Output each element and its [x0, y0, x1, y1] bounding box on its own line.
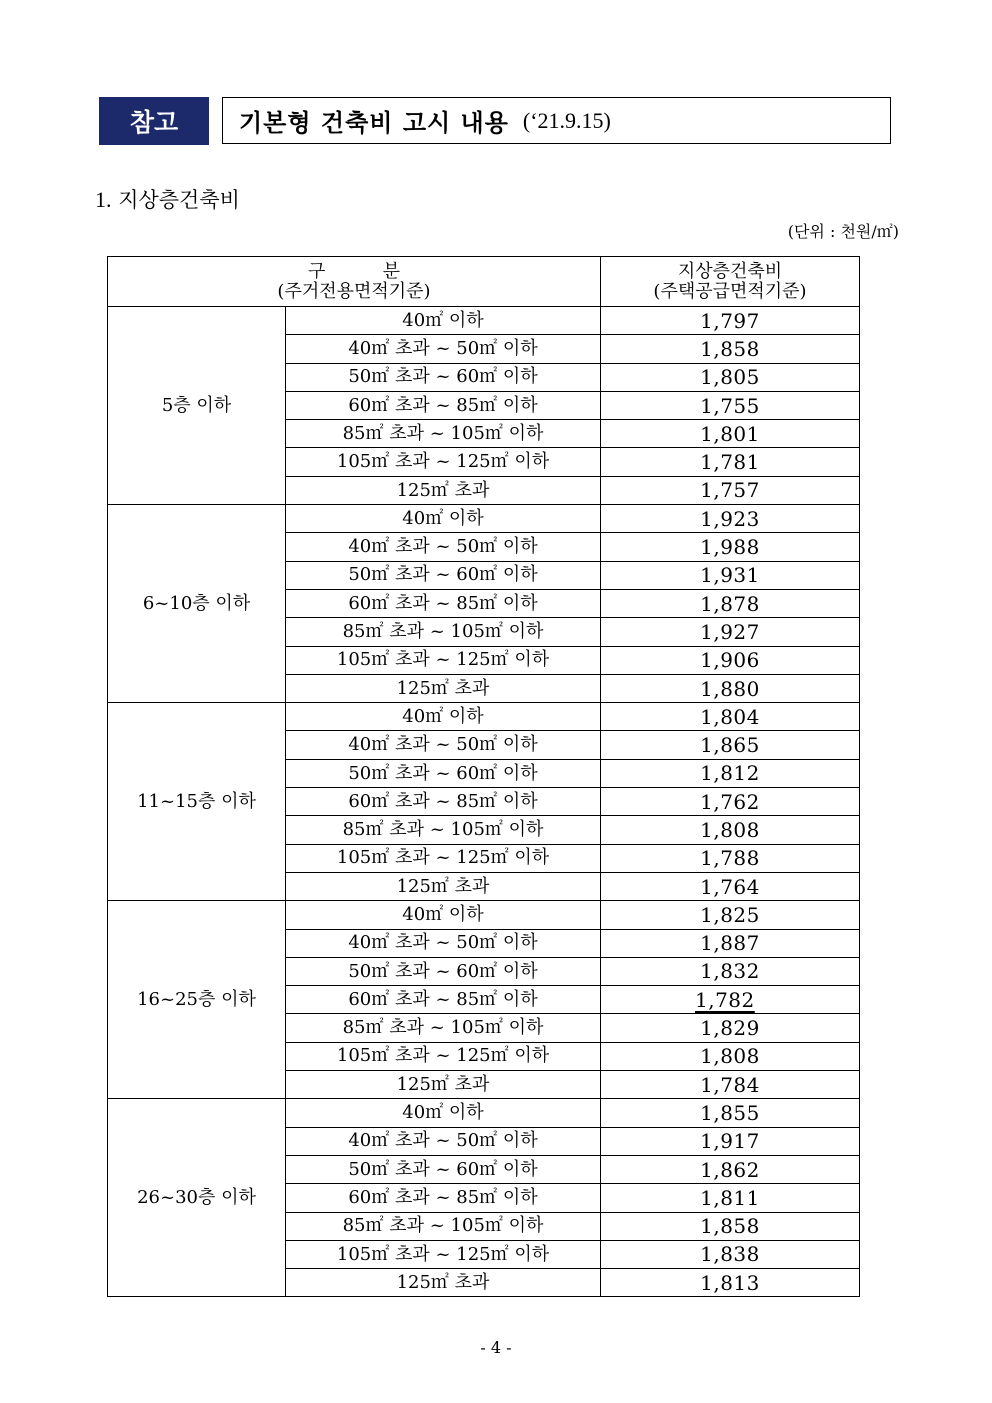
- cost-value-cell: [601, 1269, 860, 1297]
- cost-value-cell: [601, 307, 860, 335]
- area-range-cell: 125㎡ 초과: [286, 1269, 601, 1297]
- table-row: [108, 703, 860, 731]
- area-range-cell: 60㎡ 초과 ~ 85㎡ 이하: [286, 391, 601, 419]
- area-range-cell: 105㎡ 초과 ~ 125㎡ 이하: [286, 1042, 601, 1070]
- floor-group-label: 11~15층 이하: [108, 703, 286, 901]
- cost-value: 1,788: [700, 846, 760, 871]
- floor-group-label: 5층 이하: [108, 307, 286, 505]
- title-date: (‘21.9.15): [522, 107, 611, 133]
- cost-value: 1,878: [700, 591, 760, 616]
- reference-tag-label: 참고: [129, 108, 179, 137]
- cost-value: 1,838: [700, 1242, 760, 1267]
- area-range-cell: 60㎡ 초과 ~ 85㎡ 이하: [286, 1184, 601, 1212]
- area-range-cell: 40㎡ 초과 ~ 50㎡ 이하: [286, 731, 601, 759]
- cost-value: 1,808: [700, 1044, 760, 1069]
- cost-value-cell: [601, 1212, 860, 1240]
- cost-value-cell: [601, 1127, 860, 1155]
- cost-value-cell: [601, 957, 860, 985]
- area-range-cell: 85㎡ 초과 ~ 105㎡ 이하: [286, 420, 601, 448]
- area-range-cell: 105㎡ 초과 ~ 125㎡ 이하: [286, 448, 601, 476]
- cost-value-cell: [601, 872, 860, 900]
- area-range-cell: 40㎡ 초과 ~ 50㎡ 이하: [286, 1127, 601, 1155]
- area-range-cell: 85㎡ 초과 ~ 105㎡ 이하: [286, 1014, 601, 1042]
- table-row: [108, 307, 860, 335]
- cost-value: 1,757: [700, 478, 760, 503]
- area-range-cell: 125㎡ 초과: [286, 476, 601, 504]
- header-cost-basis: (주택공급면적기준): [653, 280, 807, 302]
- cost-value-cell: [601, 391, 860, 419]
- area-range-cell: 125㎡ 초과: [286, 872, 601, 900]
- cost-value-cell: [601, 505, 860, 533]
- cost-value: 1,808: [700, 817, 760, 842]
- cost-value-cell: [601, 1099, 860, 1127]
- cost-value-cell: [601, 335, 860, 363]
- cost-value-cell: [601, 731, 860, 759]
- cost-value-cell: [601, 759, 860, 787]
- unit-note: (단위 : 천원/㎡): [787, 222, 899, 241]
- area-range-cell: 40㎡ 초과 ~ 50㎡ 이하: [286, 929, 601, 957]
- cost-value: 1,931: [700, 563, 760, 588]
- title-box: [222, 97, 891, 144]
- cost-value-cell: [601, 844, 860, 872]
- cost-value: 1,887: [700, 931, 760, 956]
- cost-value-cell: [601, 363, 860, 391]
- cost-value: 1,917: [700, 1129, 760, 1154]
- cost-value: 1,880: [700, 676, 760, 701]
- section-title: 지상층건축비: [118, 188, 240, 212]
- area-range-cell: 60㎡ 초과 ~ 85㎡ 이하: [286, 589, 601, 617]
- area-range-cell: 85㎡ 초과 ~ 105㎡ 이하: [286, 1212, 601, 1240]
- floor-group-label: 16~25층 이하: [108, 901, 286, 1099]
- cost-value: 1,906: [700, 648, 760, 673]
- cost-value: 1,797: [700, 308, 760, 333]
- area-range-cell: 40㎡ 이하: [286, 505, 601, 533]
- cost-value-cell: [601, 589, 860, 617]
- cost-value-cell: [601, 618, 860, 646]
- cost-value: 1,812: [700, 761, 760, 786]
- table-row: [108, 505, 860, 533]
- area-range-cell: 85㎡ 초과 ~ 105㎡ 이하: [286, 816, 601, 844]
- cost-value: 1,755: [700, 393, 760, 418]
- cost-value-cell: [601, 703, 860, 731]
- header-category-basis: (주거전용면적기준): [277, 280, 431, 302]
- cost-value-cell: [601, 1240, 860, 1268]
- area-range-cell: 105㎡ 초과 ~ 125㎡ 이하: [286, 1240, 601, 1268]
- cost-value: 1,927: [700, 619, 760, 644]
- header-category-title: 구 분: [308, 260, 400, 282]
- page-number: - 4 -: [480, 1338, 512, 1357]
- section-number: 1.: [95, 187, 112, 212]
- cost-value-cell: [601, 1014, 860, 1042]
- table-row: [108, 901, 860, 929]
- area-range-cell: 40㎡ 이하: [286, 901, 601, 929]
- cost-value-cell: [601, 788, 860, 816]
- area-range-cell: 50㎡ 초과 ~ 60㎡ 이하: [286, 957, 601, 985]
- floor-group-label: 6~10층 이하: [108, 505, 286, 703]
- table-body: [108, 307, 860, 1297]
- construction-cost-table: [107, 256, 860, 1297]
- area-range-cell: 40㎡ 이하: [286, 703, 601, 731]
- cost-value-cell: [601, 901, 860, 929]
- cost-value: 1,804: [700, 704, 760, 729]
- area-range-cell: 60㎡ 초과 ~ 85㎡ 이하: [286, 788, 601, 816]
- cost-value-cell: [601, 816, 860, 844]
- area-range-cell: 50㎡ 초과 ~ 60㎡ 이하: [286, 759, 601, 787]
- cost-value: 1,784: [700, 1072, 760, 1097]
- cost-value: 1,865: [700, 733, 760, 758]
- cost-value: 1,829: [700, 1016, 760, 1041]
- cost-value: 1,805: [700, 365, 760, 390]
- area-range-cell: 60㎡ 초과 ~ 85㎡ 이하: [286, 986, 601, 1014]
- cost-value-cell: [601, 420, 860, 448]
- header-cost-title: 지상층건축비: [677, 260, 783, 282]
- area-range-cell: 125㎡ 초과: [286, 674, 601, 702]
- cost-value: 1,764: [700, 874, 760, 899]
- cost-value: 1,858: [700, 1214, 760, 1239]
- cost-value: 1,858: [700, 336, 760, 361]
- page-title: 기본형 건축비 고시 내용: [239, 109, 509, 137]
- area-range-cell: 40㎡ 이하: [286, 1099, 601, 1127]
- cost-value-cell: [601, 646, 860, 674]
- cost-value-cell: [601, 476, 860, 504]
- area-range-cell: 85㎡ 초과 ~ 105㎡ 이하: [286, 618, 601, 646]
- area-range-cell: 105㎡ 초과 ~ 125㎡ 이하: [286, 844, 601, 872]
- area-range-cell: 40㎡ 초과 ~ 50㎡ 이하: [286, 533, 601, 561]
- cost-value: 1,782: [695, 987, 755, 1012]
- area-range-cell: 50㎡ 초과 ~ 60㎡ 이하: [286, 363, 601, 391]
- cost-value-cell: [601, 561, 860, 589]
- section-heading: [95, 184, 240, 214]
- cost-value-cell: [601, 1042, 860, 1070]
- cost-value-cell: [601, 1184, 860, 1212]
- cost-value: 1,832: [700, 959, 760, 984]
- area-range-cell: 105㎡ 초과 ~ 125㎡ 이하: [286, 646, 601, 674]
- cost-value: 1,811: [700, 1185, 760, 1210]
- area-range-cell: 50㎡ 초과 ~ 60㎡ 이하: [286, 561, 601, 589]
- cost-value-cell: [601, 533, 860, 561]
- reference-tag: [99, 97, 209, 145]
- table-row: [108, 1099, 860, 1127]
- cost-value: 1,825: [700, 902, 760, 927]
- cost-value: 1,781: [700, 450, 760, 475]
- area-range-cell: 40㎡ 이하: [286, 307, 601, 335]
- area-range-cell: 50㎡ 초과 ~ 60㎡ 이하: [286, 1155, 601, 1183]
- cost-value-cell: [601, 986, 860, 1014]
- cost-value: 1,762: [700, 789, 760, 814]
- cost-value: 1,862: [700, 1157, 760, 1182]
- area-range-cell: 125㎡ 초과: [286, 1071, 601, 1099]
- table-header-row: [108, 257, 860, 307]
- cost-value: 1,923: [700, 506, 760, 531]
- cost-value-cell: [601, 929, 860, 957]
- cost-value: 1,988: [700, 535, 760, 560]
- cost-value: 1,855: [700, 1100, 760, 1125]
- header-category: [108, 257, 601, 307]
- cost-value-cell: [601, 1071, 860, 1099]
- header-cost: [601, 257, 860, 307]
- cost-value-cell: [601, 448, 860, 476]
- area-range-cell: 40㎡ 초과 ~ 50㎡ 이하: [286, 335, 601, 363]
- cost-value: 1,813: [700, 1270, 760, 1295]
- cost-value-cell: [601, 1155, 860, 1183]
- cost-value: 1,801: [700, 421, 760, 446]
- cost-value-cell: [601, 674, 860, 702]
- floor-group-label: 26~30층 이하: [108, 1099, 286, 1297]
